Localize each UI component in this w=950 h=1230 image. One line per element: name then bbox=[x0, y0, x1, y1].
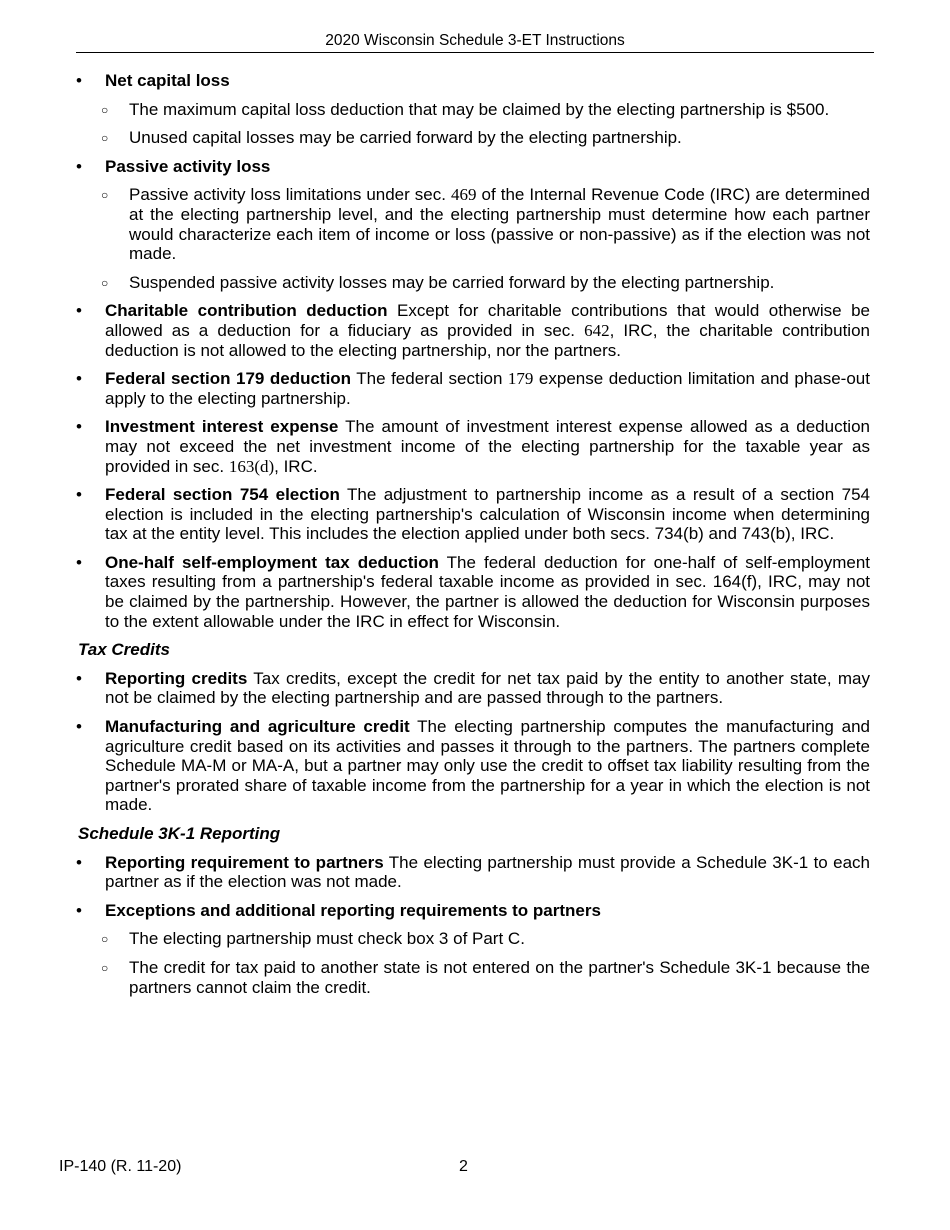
bullet-icon: • bbox=[76, 485, 82, 505]
sub-bullet-text: of the Internal Revenue Code (IRC) are determined at the electing partnership level, and the electing partnership must determine how each partner would characterize each item of income or loss (passive or non-passive) as if the election was not made. bbox=[129, 185, 871, 264]
bullet-text: , IRC. bbox=[274, 456, 318, 476]
sub-bullet bbox=[76, 100, 870, 120]
section-number: 469 bbox=[451, 185, 477, 205]
bullet-charitable-contribution bbox=[76, 301, 870, 360]
bullet-text: The federal section bbox=[356, 369, 503, 389]
bullet-title: Federal section 754 election bbox=[105, 485, 340, 505]
sub-bullet-icon: ○ bbox=[101, 275, 109, 290]
bullet-icon: • bbox=[76, 71, 82, 90]
bullet-text: The amount of investment interest expense allowed as a deduction may not exceed the net investment income of the electing partnership for the taxable year as provided in sec. bbox=[105, 417, 870, 476]
bullet-icon: • bbox=[76, 552, 82, 572]
sub-bullet bbox=[76, 929, 870, 949]
bullet-title: Charitable contribution deduction bbox=[105, 301, 388, 321]
sub-bullet-icon: ○ bbox=[101, 102, 109, 117]
bullet-text: The electing partnership computes the manufacturing and agriculture credit based on its activities and passes it through to the partners. The partners complete Schedule MA-M or MA-A, but a partner may only use the credit to offset tax liability resulting from the partner's prorated share of taxable income from the partnership for a year in which the election is not made. bbox=[105, 717, 870, 815]
sub-bullet-icon: ○ bbox=[101, 960, 109, 975]
bullet-exceptions bbox=[76, 901, 870, 921]
bullet-manufacturing-agriculture bbox=[76, 717, 870, 815]
sub-bullet-text: Passive activity loss limitations under sec. bbox=[129, 185, 446, 205]
sub-bullet bbox=[76, 128, 870, 148]
page-number: 2 bbox=[459, 1158, 468, 1175]
form-id: IP-140 (R. 11-20) bbox=[59, 1158, 182, 1175]
bullet-investment-interest bbox=[76, 417, 870, 476]
section-heading-schedule-3k1: Schedule 3K-1 Reporting bbox=[78, 824, 281, 843]
sub-bullet-text: The maximum capital loss deduction that may be claimed by the electing partnership is $500. bbox=[129, 99, 830, 119]
bullet-title: Reporting credits bbox=[105, 668, 248, 688]
section-number: 642 bbox=[584, 320, 610, 340]
sub-bullet-text: The credit for tax paid to another state is not entered on the partner's Schedule 3K-1 because the partners cannot claim the credit. bbox=[129, 957, 870, 997]
bullet-title: Exceptions and additional reporting requirements to partners bbox=[105, 900, 601, 920]
bullet-section-754 bbox=[76, 485, 870, 544]
bullet-text: , IRC, the charitable contribution deduction is not allowed to the electing partnership, nor the partners. bbox=[105, 320, 870, 360]
sub-bullet bbox=[76, 185, 870, 263]
document-body bbox=[76, 71, 870, 1006]
bullet-title: Reporting requirement to partners bbox=[105, 852, 384, 872]
sub-bullet-icon: ○ bbox=[101, 932, 109, 947]
bullet-passive-activity-loss bbox=[76, 157, 870, 177]
bullet-title: One-half self-employment tax deduction bbox=[105, 552, 439, 572]
bullet-icon: • bbox=[76, 852, 82, 872]
sub-bullet-icon: ○ bbox=[101, 188, 109, 203]
sub-bullet-text: The electing partnership must check box 3 of Part C. bbox=[129, 929, 525, 949]
bullet-reporting-credits bbox=[76, 669, 870, 708]
section-number: 179 bbox=[507, 369, 534, 389]
bullet-text: The federal deduction for one-half of self-employment taxes resulting from a partnership's federal taxable income as provided in sec. 164(f), IRC, may not be claimed by the partnership. However, the partner is allowed the deduction for Wisconsin purposes to the extent allowable under the IRC in effect for Wisconsin. bbox=[105, 552, 870, 631]
sub-bullet-text: Unused capital losses may be carried forward by the electing partnership. bbox=[129, 128, 682, 148]
bullet-icon: • bbox=[76, 717, 82, 737]
sub-bullet bbox=[76, 273, 870, 293]
bullet-text: expense deduction limitation and phase-out apply to the electing partnership. bbox=[105, 369, 870, 408]
page-header bbox=[76, 32, 874, 53]
sub-bullet-text: Suspended passive activity losses may be carried forward by the electing partnership. bbox=[129, 272, 775, 292]
bullet-title: Passive activity loss bbox=[105, 156, 271, 176]
bullet-text: The electing partnership must provide a Schedule 3K-1 to each partner as if the election was not made. bbox=[105, 852, 870, 892]
section-heading-tax-credits: Tax Credits bbox=[78, 640, 170, 660]
bullet-text: The adjustment to partnership income as a result of a section 754 election is included in the electing partnership's calculation of Wisconsin income when determining tax at the entity level. This includes the election applied under both secs. 734(b) and 743(b), IRC. bbox=[105, 485, 870, 544]
bullet-title: Manufacturing and agriculture credit bbox=[105, 717, 410, 737]
bullet-title: Investment interest expense bbox=[105, 417, 339, 437]
sub-bullet bbox=[76, 958, 870, 997]
bullet-icon: • bbox=[76, 301, 82, 321]
bullet-icon: • bbox=[76, 668, 82, 688]
header-title: 2020 Wisconsin Schedule 3-ET Instructions bbox=[325, 32, 625, 49]
bullet-net-capital-loss bbox=[76, 71, 870, 91]
bullet-icon: • bbox=[76, 417, 82, 437]
sub-bullet-icon: ○ bbox=[101, 131, 109, 146]
bullet-icon: • bbox=[76, 156, 82, 176]
bullet-reporting-requirement bbox=[76, 853, 870, 892]
section-number: 163(d) bbox=[228, 456, 275, 476]
bullet-title: Federal section 179 deduction bbox=[105, 369, 352, 389]
bullet-icon: • bbox=[76, 900, 82, 920]
bullet-text: Except for charitable contributions that would otherwise be allowed as a deduction for a fiduciary as provided in sec. bbox=[105, 301, 870, 340]
bullet-title: Net capital loss bbox=[105, 71, 230, 90]
bullet-section-179 bbox=[76, 369, 870, 408]
bullet-icon: • bbox=[76, 369, 82, 389]
bullet-self-employment-tax bbox=[76, 553, 870, 631]
bullet-text: Tax credits, except the credit for net tax paid by the entity to another state, may not be claimed by the electing partnership and are passed through to the partners. bbox=[105, 668, 870, 708]
